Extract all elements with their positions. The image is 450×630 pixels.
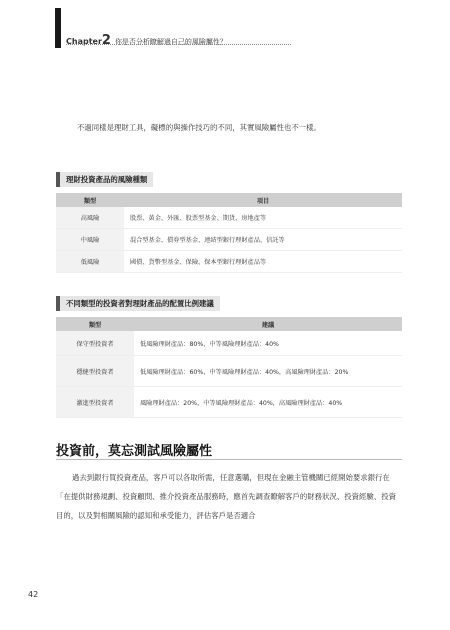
table-row [56, 331, 402, 356]
header-bar [55, 8, 61, 48]
intro-paragraph: 不過同樣是理財工具，礙標的與操作技巧的不同，其實風險屬性也不一樣。 [77, 123, 321, 132]
allocation-table [56, 317, 402, 418]
table2-header-advice: 建議 [134, 317, 402, 331]
table2-header-type: 類型 [56, 317, 134, 331]
table-row [56, 356, 402, 387]
row-desc: 混合型基金、債券型基金、連結型銀行理財產品、信託等 [124, 229, 402, 251]
chapter-header [66, 33, 227, 48]
row-type: 高風險 [56, 207, 124, 229]
row-desc: 國債、貨幣型基金、保險、保本型銀行理財產品等 [124, 251, 402, 273]
row-type: 穩健型投資者 [56, 356, 134, 387]
table-row [56, 229, 402, 251]
table2-title: 不同類型的投資者對理財產品的配置比例建議 [56, 296, 220, 311]
section-heading: 投資前，莫忘測試風險屬性 [56, 444, 213, 459]
chapter-word: Chapter [66, 37, 102, 46]
row-type: 激進型投資者 [56, 387, 134, 418]
table1-header-type: 類型 [56, 193, 124, 207]
row-desc: 股票、黃金、外匯、股票型基金、期貨、房地產等 [124, 207, 402, 229]
section-rule [56, 459, 402, 460]
row-desc: 風險理財產品：20%，中等風險理財產品：40%，高風險理財產品：40% [134, 387, 402, 418]
row-type: 中風險 [56, 229, 124, 251]
row-type: 低風險 [56, 251, 124, 273]
risk-types-table [56, 193, 402, 273]
row-desc: 低風險理財產品：60%，中等風險理財產品：40%，高風險理財產品：20% [134, 356, 402, 387]
header-dotted-rule [66, 44, 291, 45]
row-type: 保守型投資者 [56, 331, 134, 356]
chapter-number: 2 [101, 33, 111, 48]
table1-title: 理財投資產品的風險種類 [56, 172, 153, 187]
body-paragraph: 過去到銀行買投資產品，客戶可以各取所需，任意選購，但現在金融主管機關已經開始要求銀行在「在提供財務規劃、投資顧問、推介投資產品服務時，應首先調查瞭解客戶的財務狀況、投資經驗、投資目的，以及對相關風險的認知和承受能力，評估客戶是否適合 [56, 473, 396, 520]
table-row [56, 251, 402, 273]
table-row [56, 387, 402, 418]
table1-header-item: 項目 [124, 193, 402, 207]
page-number: 42 [28, 590, 39, 599]
row-desc: 低風險理財產品：80%，中等風險理財產品：40% [134, 331, 402, 356]
table-row [56, 207, 402, 229]
chapter-title: 你是否分析瞭解過自己的風險屬性？ [114, 38, 227, 46]
